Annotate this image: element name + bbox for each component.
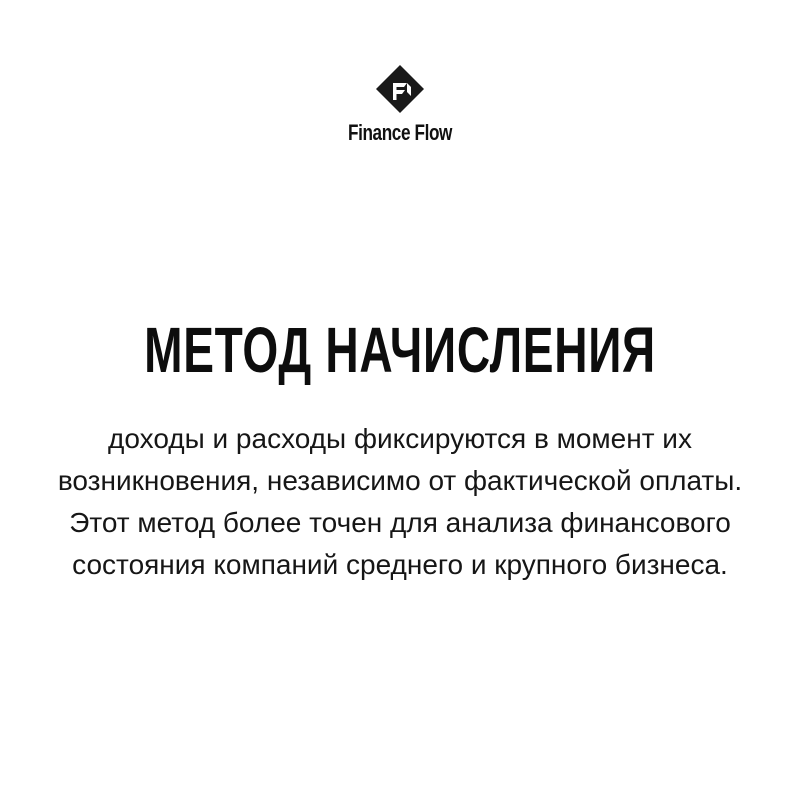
body-paragraph: доходы и расходы фиксируются в момент их возникновения, независимо от фактической оплаты. Этот метод более точен для анализа финансового состояния компаний среднего и крупного бизнеса. (57, 423, 743, 580)
finance-flow-logo-icon (375, 64, 425, 114)
page-title: МЕТОД НАЧИСЛЕНИЯ (144, 314, 656, 386)
brand-name: Finance Flow (347, 120, 453, 145)
brand-logo (0, 64, 800, 146)
